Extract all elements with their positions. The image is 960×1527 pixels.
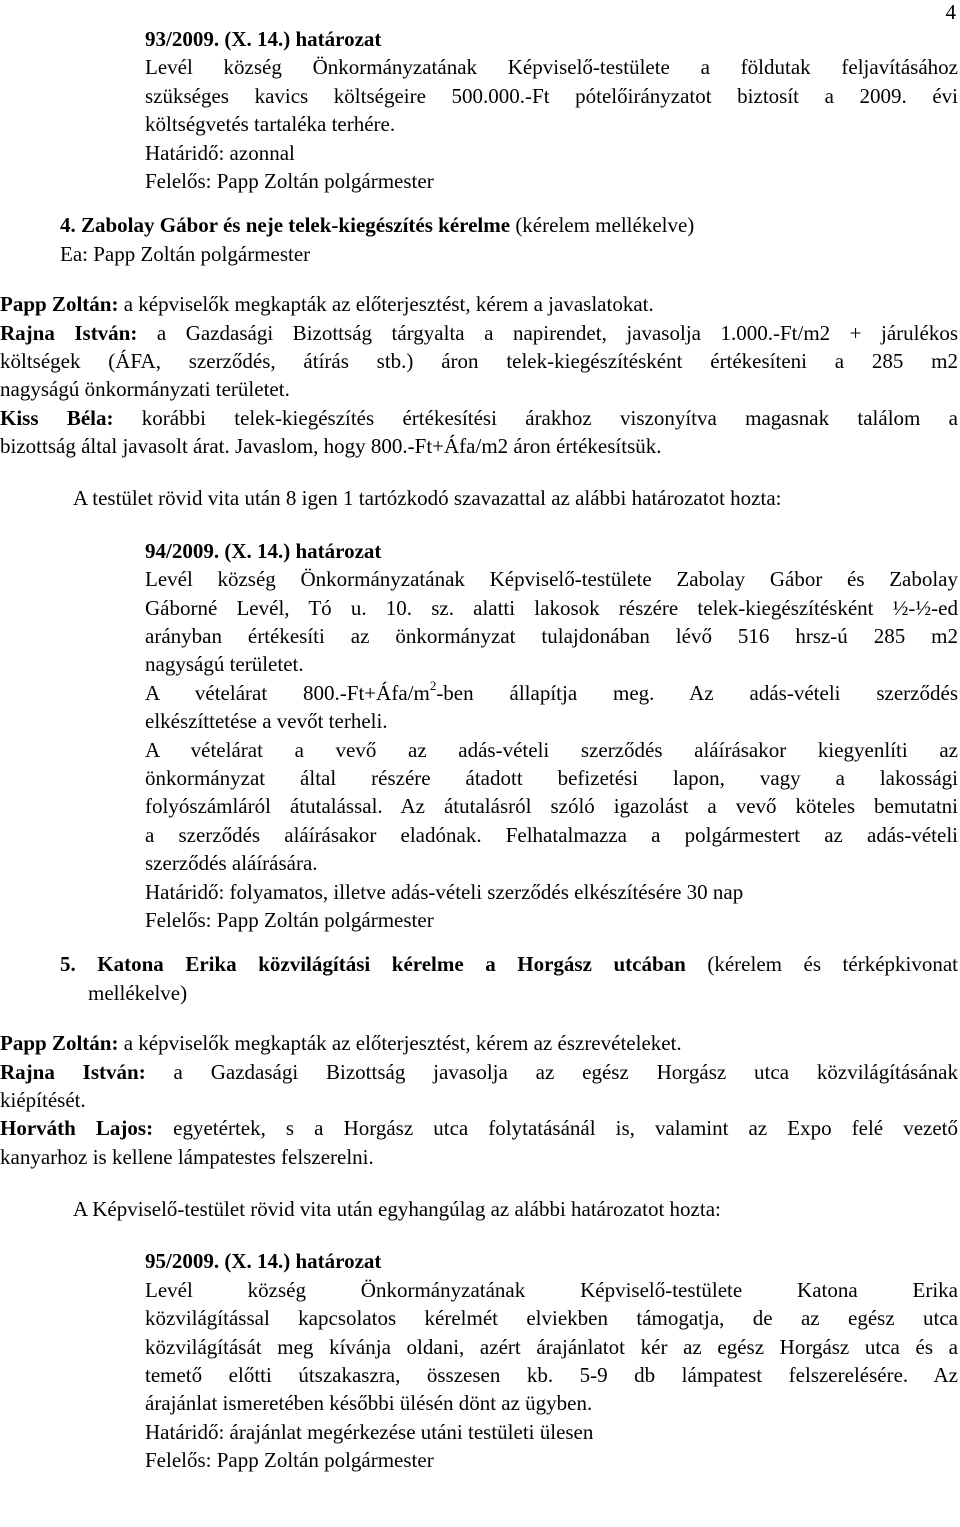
resolution-95-deadline: Határidő: árajánlat megérkezése utáni testületi ülesen [145, 1419, 594, 1444]
speaker-kiss: Kiss Béla: [0, 405, 114, 430]
resolution-94-line-9: folyószámláról átutalással. Az átutalásról szóló igazolást a vevő köteles bemutatni [145, 794, 958, 819]
price-superscript: 2 [429, 677, 437, 693]
resolution-93-line-3: költségvetés tartaléka terhére. [145, 112, 396, 137]
resolution-93-title [0, 25, 958, 53]
speaker-rajna-5: Rajna István: [0, 1059, 146, 1084]
price-text-b: -ben állapítja meg. Az adás-vételi szerződés [436, 680, 958, 705]
speaker-papp: Papp Zoltán: [0, 292, 119, 317]
agenda-item-4-vote: A testület rövid vita után 8 igen 1 tartózkodó szavazattal az alábbi határozatot hozta: [73, 486, 782, 511]
resolution-93-line-2: szükséges kavics költségeire 500.000.-Ft pótelőirányzatot biztosít a 2009. évi [145, 83, 958, 108]
resolution-95-responsible: Felelős: Papp Zoltán polgármester [145, 1448, 434, 1473]
speaker-papp-5: Papp Zoltán: [0, 1031, 119, 1056]
agenda-item-4-rajna-2: költségek (ÁFA, szerződés, átírás stb.) áron telek-kiegészítésként értékesíteni a 285 m2 [0, 348, 958, 373]
agenda-item-5-title-rest: (kérelem és térképkivonat [685, 952, 959, 977]
resolution-95-line-2: közvilágítással kapcsolatos kérelmét elviekben támogatja, de az egész utca [145, 1306, 958, 1331]
agenda-item-4-rajna-1 [0, 319, 958, 347]
resolution-93 [0, 25, 958, 195]
agenda-item-4-papp [0, 290, 958, 318]
agenda-item-5 [0, 950, 958, 1223]
resolution-95-title-text: 95/2009. (X. 14.) határozat [145, 1249, 382, 1274]
agenda-item-4 [0, 211, 958, 513]
resolution-95-line-3: közvilágítását meg kívánja oldani, azért árajánlatot kér az egész Horgász utca és a [145, 1334, 958, 1359]
agenda-item-5-title-2: mellékelve) [88, 980, 188, 1005]
resolution-94-line-7: A vételárat a vevő az adás-vételi szerződés aláírásakor kiegyenlíti az [145, 737, 958, 762]
price-text-a: A vételárat 800.-Ft+Áfa/m [145, 680, 430, 705]
resolution-94-deadline: Határidő: folyamatos, illetve adás-vételi szerződés elkészítésére 30 nap [145, 879, 744, 904]
resolution-94-title-text: 94/2009. (X. 14.) határozat [145, 538, 382, 563]
speaker-horvath-text-1: egyetértek, s a Horgász utca folytatásánál is, valamint az Expo felé vezető [153, 1116, 958, 1141]
agenda-item-4-kiss-1 [0, 404, 958, 432]
agenda-item-5-vote: A Képviselő-testület rövid vita után egyhangúlag az alábbi határozatot hozta: [73, 1197, 721, 1222]
speaker-rajna-5-text-1: a Gazdasági Bizottság javasolja az egész Horgász utca közvilágításának [145, 1059, 958, 1084]
resolution-93-title-text: 93/2009. (X. 14.) határozat [145, 27, 382, 51]
resolution-94-line-11: szerződés aláírására. [145, 851, 318, 876]
resolution-94-line-2: Gáborné Levél, Tó u. 10. sz. alatti lakosok részére telek-kiegészítésként ½-½-ed [145, 595, 958, 620]
resolution-94-line-5 [0, 679, 958, 707]
resolution-94-line-8: önkormányzat által részére átadott befizetési lapon, vagy a lakossági [145, 765, 958, 790]
agenda-item-5-number: 5. [60, 952, 76, 977]
speaker-rajna-text-1: a Gazdasági Bizottság tárgyalta a napirendet, javasolja 1.000.-Ft/m2 + járulékos [137, 320, 958, 345]
resolution-94-line-4: nagyságú területet. [145, 652, 304, 677]
resolution-95-line-4: temető előtti útszakaszra, összesen kb. 5-9 db lámpatest felszerelésére. Az [145, 1363, 958, 1388]
resolution-94-title [0, 537, 958, 565]
agenda-item-4-presenter: Ea: Papp Zoltán polgármester [60, 241, 311, 266]
agenda-item-5-papp [0, 1029, 958, 1057]
resolution-94-line-3: arányban értékesíti az önkormányzat tulajdonában lévő 516 hrsz-ú 285 m2 [145, 624, 958, 649]
agenda-item-5-rajna-2: kiépítését. [0, 1087, 86, 1112]
agenda-item-5-horvath-2: kanyarhoz is kellene lámpatestes felszerelni. [0, 1144, 374, 1169]
agenda-item-5-title [0, 950, 958, 978]
speaker-papp-text: a képviselők megkapták az előterjesztést, kérem a javaslatokat. [118, 292, 654, 317]
resolution-94-line-6: elkészíttetése a vevőt terheli. [145, 709, 388, 734]
agenda-item-4-rajna-3: nagyságú önkormányzati területet. [0, 377, 290, 402]
resolution-95-line-5: árajánlat ismeretében későbbi ülésén dönt az ügyben. [145, 1391, 593, 1416]
agenda-item-4-title-bold: Zabolay Gábor és neje telek-kiegészítés kérelme [81, 213, 511, 238]
resolution-93-line-1: Levél község Önkormányzatának Képviselő-testülete a földutak feljavításához [145, 55, 958, 80]
agenda-item-4-kiss-2: bizottság által javasolt árat. Javaslom, hogy 800.-Ft+Áfa/m2 áron értékesítsük. [0, 434, 662, 459]
agenda-item-4-title-rest: (kérelem mellékelve) [510, 213, 695, 238]
agenda-item-4-number: 4. [60, 213, 76, 238]
resolution-93-deadline: Határidő: azonnal [145, 140, 295, 165]
resolution-95 [0, 1247, 958, 1474]
page-number: 4 [945, 0, 956, 24]
resolution-94-responsible: Felelős: Papp Zoltán polgármester [145, 907, 434, 932]
resolution-94-line-10: a szerződés aláírásakor eladónak. Felhatalmazza a polgármestert az adás-vételi [145, 822, 958, 847]
agenda-item-5-title-bold: Katona Erika közvilágítási kérelme a Horgász utcában [97, 952, 686, 977]
speaker-horvath: Horváth Lajos: [0, 1116, 154, 1141]
speaker-kiss-text-1: korábbi telek-kiegészítés értékesítési árakhoz viszonyítva magasnak találom a [113, 405, 958, 430]
speaker-rajna: Rajna István: [0, 320, 138, 345]
resolution-93-responsible: Felelős: Papp Zoltán polgármester [145, 168, 434, 193]
speaker-papp-5-text: a képviselők megkapták az előterjesztést, kérem az észrevételeket. [118, 1031, 682, 1056]
resolution-94-line-1: Levél község Önkormányzatának Képviselő-testülete Zabolay Gábor és Zabolay [145, 567, 958, 592]
resolution-95-line-1: Levél község Önkormányzatának Képviselő-testülete Katona Erika [145, 1277, 958, 1302]
agenda-item-5-rajna-1 [0, 1058, 958, 1086]
resolution-95-title [0, 1247, 958, 1275]
agenda-item-4-title [0, 211, 958, 239]
agenda-item-5-horvath-1 [0, 1114, 958, 1142]
document-page [0, 25, 958, 1475]
resolution-94 [0, 537, 958, 934]
